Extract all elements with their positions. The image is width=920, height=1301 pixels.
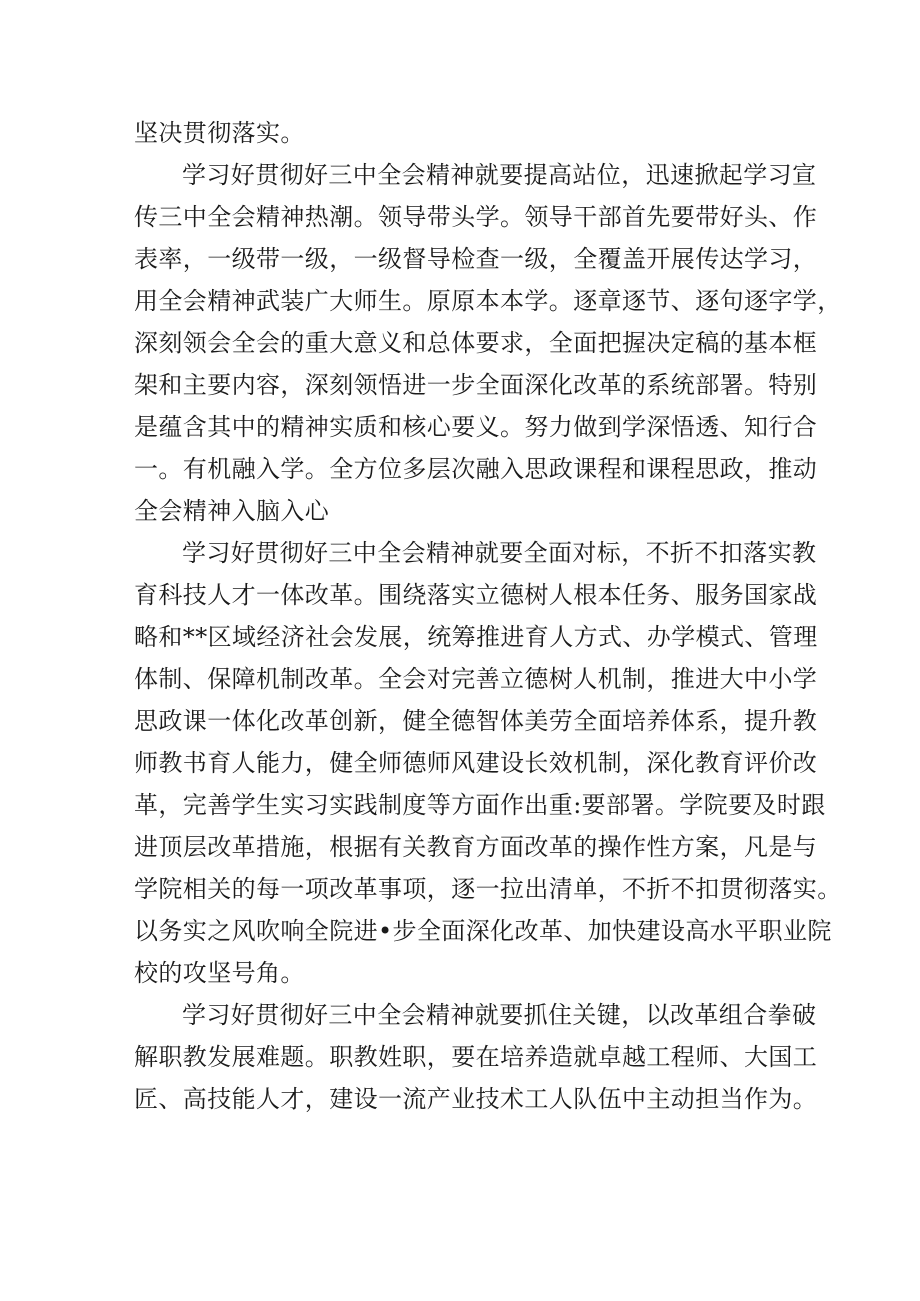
text-line: 进顶层改革措施，根据有关教育方面改革的操作性方案，凡是与 <box>134 833 818 861</box>
text-line: 师教书育人能力，健全师德师风建设长效机制，深化教育评价改 <box>134 749 818 777</box>
text-line: 匠、高技能人才，建设一流产业技术工人队伍中主动担当作为。 <box>134 1085 818 1113</box>
text-line: 革，完善学生实习实践制度等方面作出重:要部署。学院要及时跟 <box>134 791 826 819</box>
text-line: 育科技人才一体改革。围绕落实立德树人根本任务、服务国家战 <box>134 581 818 609</box>
text-line: 解职教发展难题。职教姓职，要在培养造就卓越工程师、大国工 <box>134 1043 818 1071</box>
text-line: 体制、保障机制改革。全会对完善立德树人机制，推进大中小学 <box>134 665 818 693</box>
text-line: 学院相关的每一项改革事项，逐一拉出清单，不折不扣贯彻落实。 <box>134 875 842 903</box>
paragraph-first-line: 学习好贯彻好三中全会精神就要提高站位，迅速掀起学习宣 <box>182 161 817 189</box>
text-line: 架和主要内容，深刻领悟进一步全面深化改革的系统部署。特别 <box>134 371 818 399</box>
text-line: 表率，一级带一级，一级督导检查一级，全覆盖开展传达学习， <box>134 245 818 273</box>
paragraph-first-line: 学习好贯彻好三中全会精神就要抓住关键，以改革组合拳破 <box>182 1001 817 1029</box>
text-line: 是蕴含其中的精神实质和核心要义。努力做到学深悟透、知行合 <box>134 413 818 441</box>
text-line: 深刻领会全会的重大意义和总体要求，全面把握决定稿的基本框 <box>134 329 818 357</box>
text-line: 校的攻坚号角。 <box>134 959 305 987</box>
text-line: 全会精神入脑入心 <box>134 497 330 525</box>
text-line: 思政课一体化改革创新，健全德智体美劳全面培养体系，提升教 <box>134 707 818 735</box>
text-line: 一。有机融入学。全方位多层次融入思政课程和课程思政，推动 <box>134 455 818 483</box>
text-line: 用全会精神武装广大师生。原原本本学。逐章逐节、逐句逐字学， <box>134 287 842 315</box>
text-line: 略和**区域经济社会发展，统筹推进育人方式、办学模式、管理 <box>134 623 818 651</box>
paragraph-first-line: 学习好贯彻好三中全会精神就要全面对标，不折不扣落实教 <box>182 539 817 567</box>
text-line: 传三中全会精神热潮。领导带头学。领导干部首先要带好头、作 <box>134 203 818 231</box>
document-body <box>134 112 842 1120</box>
text-line: 坚决贯彻落实。 <box>134 119 305 147</box>
text-line: 以务实之风吹响全院进•步全面深化改革、加快建设高水平职业院 <box>134 917 832 945</box>
